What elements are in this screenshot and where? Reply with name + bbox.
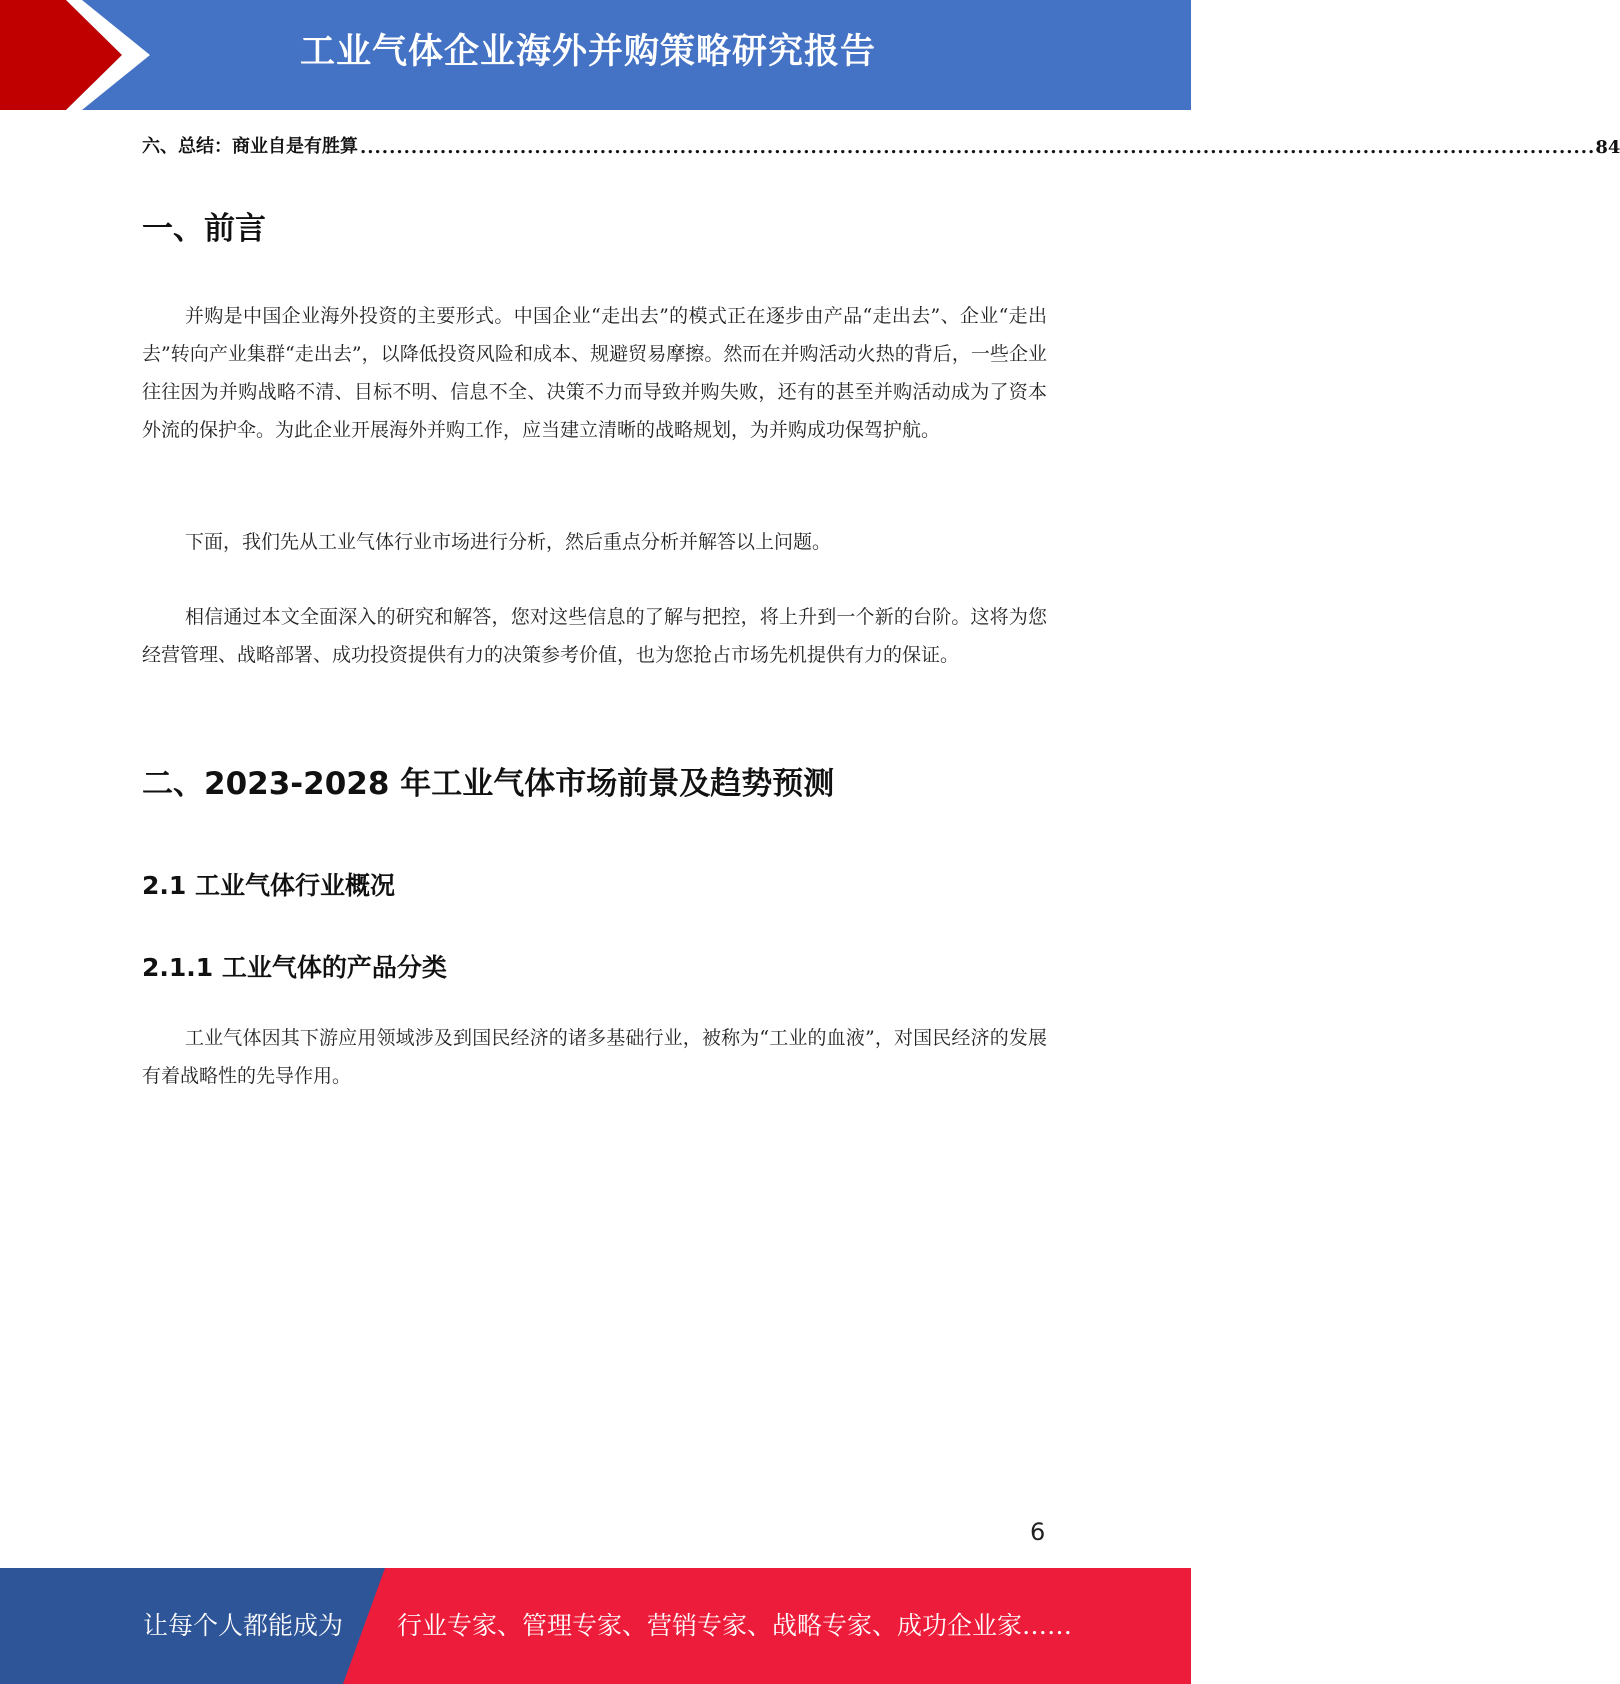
header-chevron-decoration	[0, 0, 160, 110]
toc-entry[interactable]	[142, 132, 1620, 158]
toc-entry-page: 84	[1595, 137, 1620, 158]
preface-heading: 一、前言	[142, 211, 266, 247]
toc-leader-dots: ..........................................................................................................................................................................	[360, 137, 1596, 158]
header-banner	[0, 0, 1191, 110]
product-classification-heading: 2.1.1 工业气体的产品分类	[142, 953, 447, 982]
page-number: 6	[1030, 1518, 1046, 1546]
footer-slogan-right: 行业专家、管理专家、营销专家、战略专家、成功企业家……	[397, 1611, 1073, 1640]
footer-slogan-left: 让每个人都能成为	[143, 1611, 344, 1640]
preface-paragraph-3: 相信通过本文全面深入的研究和解答，您对这些信息的了解与把控，将上升到一个新的台阶。这将为您经营管理、战略部署、成功投资提供有力的决策参考价值，也为您抢占市场先机提供有力的保证。	[142, 606, 1047, 666]
industry-overview-heading: 2.1 工业气体行业概况	[142, 871, 395, 900]
market-forecast-heading: 二、2023-2028 年工业气体市场前景及趋势预测	[142, 766, 835, 802]
preface-paragraph-2: 下面，我们先从工业气体行业市场进行分析，然后重点分析并解答以上问题。	[185, 531, 832, 553]
footer-banner	[0, 1568, 1191, 1684]
toc-entry-label: 六、总结：商业自是有胜算	[142, 136, 358, 157]
classification-paragraph: 工业气体因其下游应用领域涉及到国民经济的诸多基础行业，被称为“工业的血液”，对国民经济的发展有着战略性的先导作用。	[142, 1027, 1047, 1087]
preface-paragraph-1: 并购是中国企业海外投资的主要形式。中国企业“走出去”的模式正在逐步由产品“走出去”、企业“走出去”转向产业集群“走出去”，以降低投资风险和成本、规避贸易摩擦。然而在并购活动火热的背后，一些企业往往因为并购战略不清、目标不明、信息不全、决策不力而导致并购失败，还有的甚至并购活动成为了资本外流的保护伞。为此企业开展海外并购工作，应当建立清晰的战略规划，为并购成功保驾护航。	[142, 305, 1047, 441]
report-title: 工业气体企业海外并购策略研究报告	[300, 32, 877, 72]
